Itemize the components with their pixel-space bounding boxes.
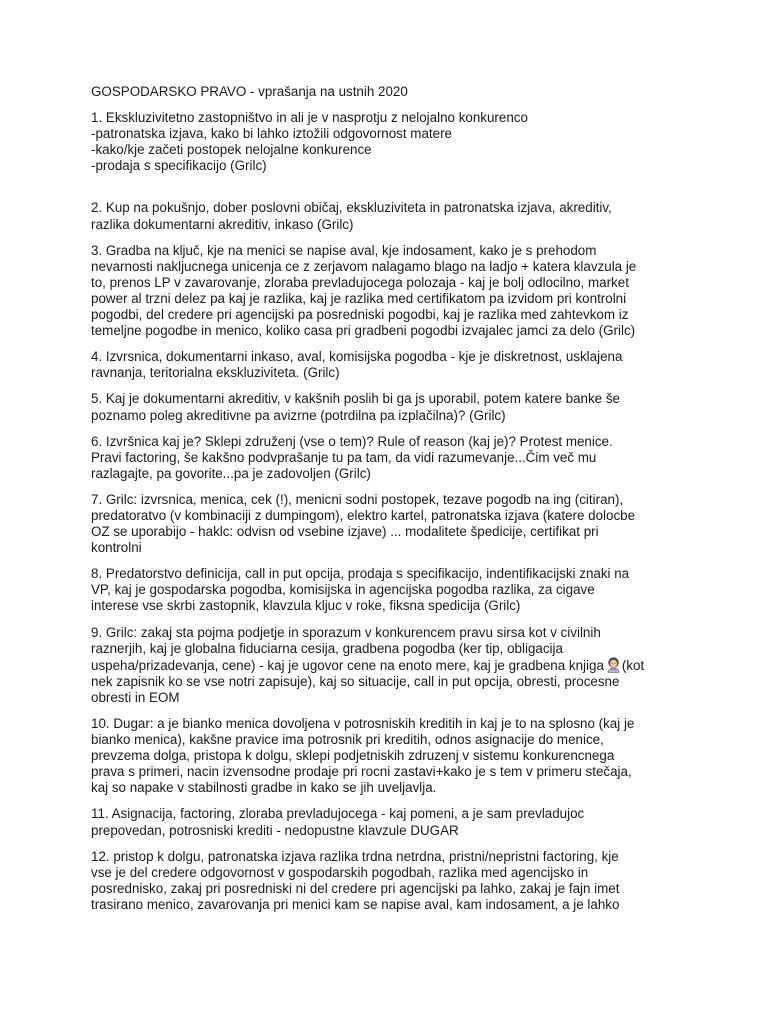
text-line: temeljne pogodbe in menico, koliko casa pri gradbeni pogodbi izvajalec jamci za delo (Grilc)	[91, 323, 636, 339]
text-line: pogodbi, del credere pri agencijski pa posredniski pogodbi, kaj je razlika med zahtevkom iz	[91, 307, 629, 323]
text-line: 3. Gradba na ključ, kje na menici se napise aval, kje indosament, kako je s prehodom	[91, 242, 597, 258]
text-line: 7. Grilc: izvrsnica, menica, cek (!), menicni sodni postopek, tezave pogodb na ing (citiran),	[91, 491, 624, 507]
text-segment: uspeha/prizadevanja, cene) - kaj je ugovor cene na enoto mere, kaj je gradbena knjiga	[91, 657, 604, 673]
text-line: kaj so napake v stabilnosti gradbe in kako se jih uveljavlja.	[91, 780, 437, 796]
text-line: 2. Kup na pokušnjo, dober poslovni običaj, ekskluziviteta in patronatska izjava, akreditiv,	[91, 200, 612, 216]
text-line: 1. Ekskluzivitetno zastopništvo in ali je v nasprotju z nelojalno konkurenco	[91, 110, 528, 126]
question-1	[91, 110, 713, 174]
text-line: nevarnosti nakljucnega unicenja ce z zerjavom nalagamo blago na ladjo + katera klavzula je	[91, 258, 637, 274]
text-line: 8. Predatorstvo definicija, call in put opcija, prodaja s specifikacijo, indentifikacijski znaki na	[91, 566, 630, 582]
text-line: 9. Grilc: zakaj sta pojma podjetje in sporazum v konkurencem pravu sirsa kot v civilnih	[91, 624, 601, 640]
text-line: to, prenos LP v zavarovanje, zloraba prevladujocega polozaja - kaj je bolj odlocilno, market	[91, 274, 629, 290]
text-line: prepovedan, potrosniski krediti - nedopustne klavzule DUGAR	[91, 822, 459, 838]
question-12	[91, 849, 713, 913]
text-line: prava s primeri, nacin izvensodne prodaje pri rocni zastavi+kako je s tem v primeru stečaja,	[91, 764, 632, 780]
question-11	[91, 806, 713, 838]
woman-technologist-icon	[605, 657, 622, 673]
text-line: interese vse skrbi zastopnik, klavzula kljuc v roke, fiksna spedicija (Grilc)	[91, 598, 521, 614]
question-10	[91, 716, 713, 796]
text-line: bianko menica), kakšne pravice ima potrosnik pri kreditih, odnos asignacije do menice,	[91, 732, 604, 748]
question-7	[91, 492, 713, 556]
text-line: -prodaja s specifikacijo (Grilc)	[91, 158, 267, 174]
text-line: kontrolni	[91, 540, 142, 556]
text-line: prevzema dolga, pristopa k dolgu, sklepi podjetniskih zdruzenj v sistemu konkurencnega	[91, 748, 615, 764]
question-2	[91, 200, 713, 232]
text-line: poznamo poleg akreditivne pa avizrne (potrdilna pa izplačilna)? (Grilc)	[91, 407, 506, 423]
document-body	[91, 84, 713, 923]
text-line: 11. Asignacija, factoring, zloraba prevladujocega - kaj pomeni, a je sam prevladujoc	[91, 806, 585, 822]
text-line: predatoratvo (v kombinaciji z dumpingom), elektro kartel, patronatska izjava (katere dolocbe	[91, 507, 636, 523]
text-segment: (kot	[621, 657, 645, 673]
text-line: VP, kaj je gospodarska pogodba, komisijska in agencijska pogodba razlika, za cigave	[91, 582, 595, 598]
question-8	[91, 566, 713, 614]
text-line: -patronatska izjava, kako bi lahko iztožili odgovornost matere	[91, 126, 452, 142]
question-6	[91, 434, 713, 482]
text-line: razlika dokumentarni akreditiv, inkaso (Grilc)	[91, 216, 354, 232]
text-line: nek zapisnik ko se vse notri zapisuje), kaj so situacije, call in put opcija, obresti, procesne	[91, 673, 620, 689]
question-4	[91, 349, 713, 381]
text-line: Pravi factoring, še kakšno podvprašanje tu pa tam, da vidi razumevanje...Čim več mu	[91, 449, 597, 465]
text-line-with-emoji	[91, 657, 713, 674]
text-line: 5. Kaj je dokumentarni akreditiv, v kakšnih poslih bi ga js uporabil, potem katere banke še	[91, 391, 620, 407]
text-line: 4. Izvrsnica, dokumentarni inkaso, aval, komisijska pogodba - kje je diskretnost, usklajena	[91, 349, 623, 365]
text-line: razlagajte, pa govorite...pa je zadovoljen (Grilc)	[91, 465, 371, 481]
text-line: OZ se uporabijo - haklc: odvisn od vsebine izjave) ... modalitete špedicije, certifikat pri	[91, 524, 599, 540]
text-line: raznerjih, kaj je globalna fiduciarna cesija, gradbena pogodba (ker tip, obligacija	[91, 640, 563, 656]
text-line: 12. pristop k dolgu, patronatska izjava razlika trdna netrdna, pristni/nepristni factoring, kje	[91, 848, 619, 864]
document-title: GOSPODARSKO PRAVO - vprašanja na ustnih 2020	[91, 84, 408, 99]
text-line: -kako/kje začeti postopek nelojalne konkurence	[91, 142, 372, 158]
text-line: 6. Izvršnica kaj je? Sklepi združenj (vse o tem)? Rule of reason (kaj je)? Protest menice.	[91, 433, 613, 449]
question-9	[91, 625, 713, 706]
text-line: vse je del credere odgovornost v gospodarskih pogodbah, razlika med agencijsko in	[91, 864, 589, 880]
question-5	[91, 391, 713, 423]
text-line: obresti in EOM	[91, 689, 180, 705]
text-line: 10. Dugar: a je bianko menica dovoljena v potrosniskih kreditih in kaj je to na splosno (kaj je	[91, 716, 635, 731]
text-line: trasirano menico, zavarovanja pri menici kam se napise aval, kam indosament, a je lahko	[91, 896, 620, 912]
text-line: power al trzni delez pa kaj je razlika, kaj je razlika med certifikatom pa izvidom pri kontrolni	[91, 290, 627, 306]
text-line: posrednisko, zakaj pri posredniski ni del credere pri agencijski pa lahko, zakaj je fajn imet	[91, 880, 620, 896]
text-line: ravnanja, teritorialna ekskluziviteta. (Grilc)	[91, 365, 340, 381]
question-3	[91, 243, 713, 340]
